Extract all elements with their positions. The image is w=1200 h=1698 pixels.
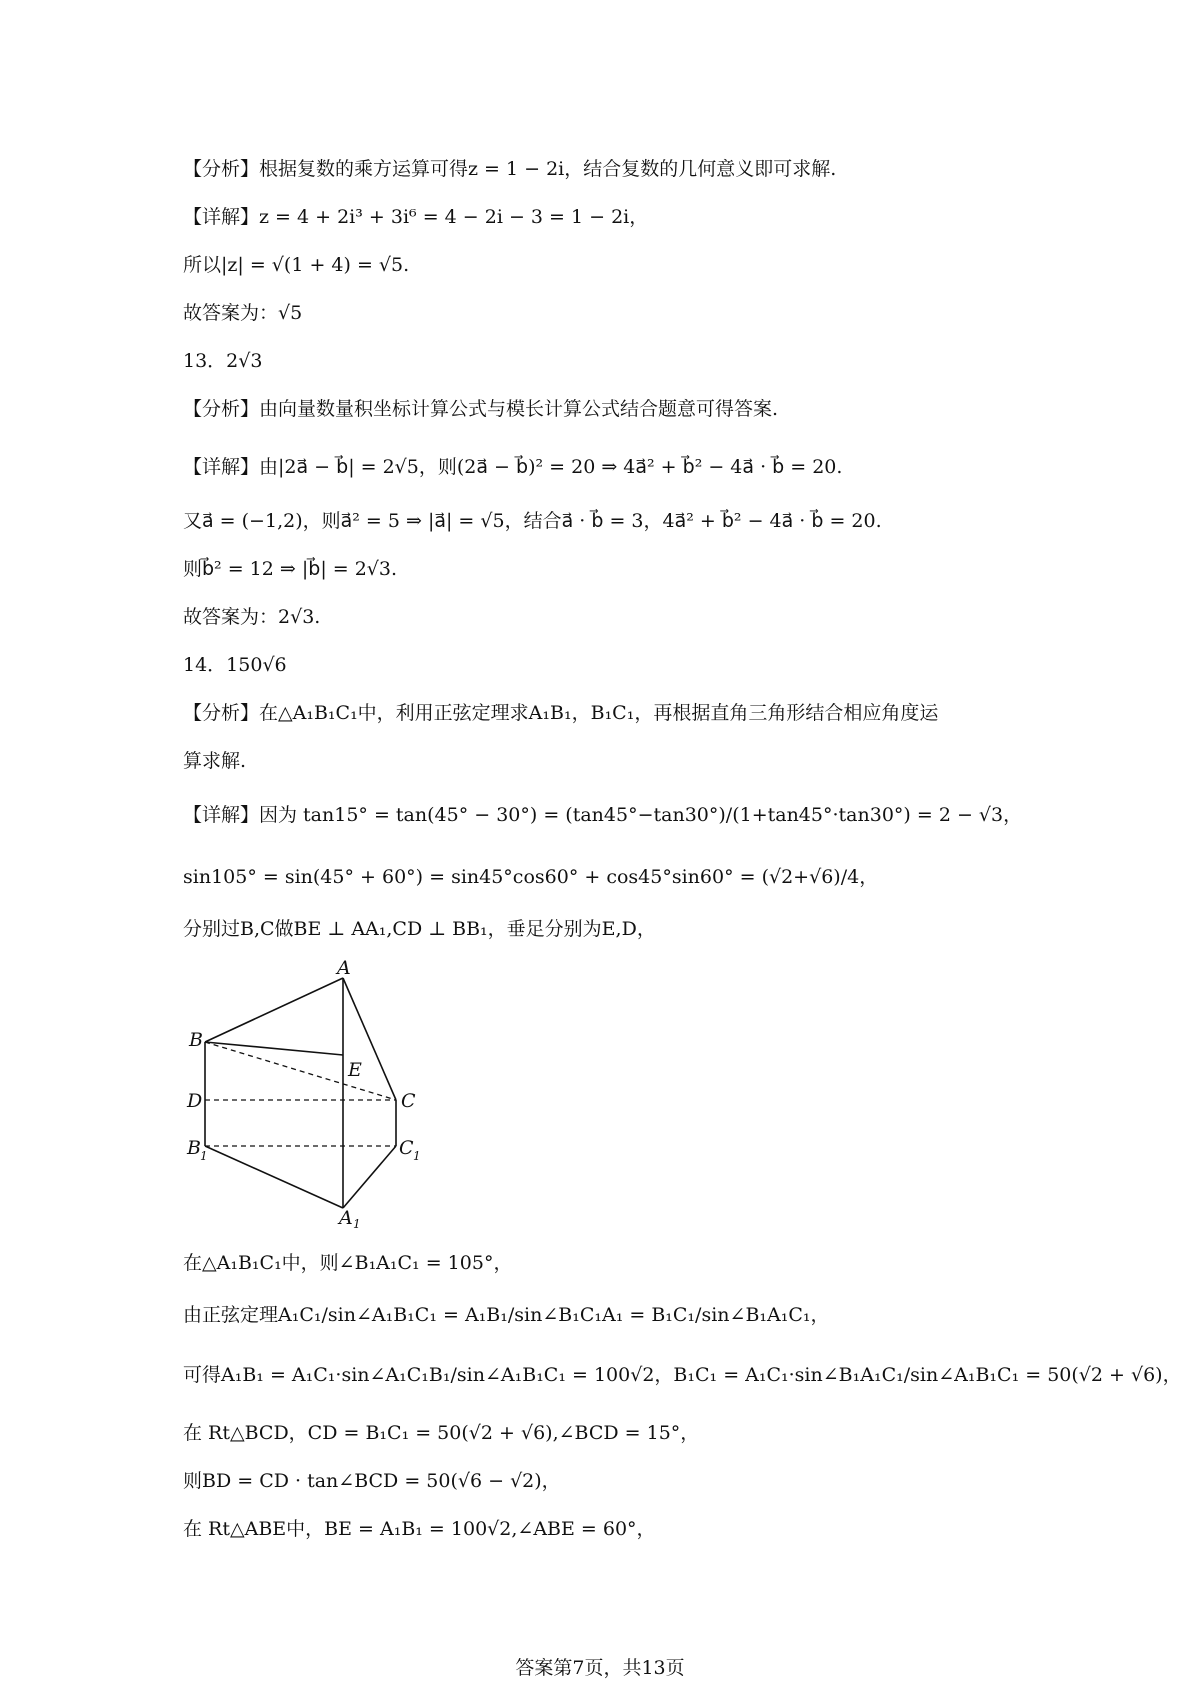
text-line: 在△A₁B₁C₁中，则∠B₁A₁C₁ = 105°， [183, 1252, 513, 1274]
label-A: A [337, 957, 351, 979]
edge-C1A1 [343, 1146, 396, 1208]
label-B1-sub: 1 [200, 1149, 208, 1163]
label-C1-sub: 1 [413, 1149, 421, 1163]
label-A1: A [339, 1207, 353, 1229]
text-line: 在 Rt△ABE中，BE = A₁B₁ = 100√2,∠ABE = 60°， [183, 1518, 656, 1540]
detail-line: 【详解】因为 tan15° = tan(45° − 30°) = (tan45°−tan30°)/(1+tan45°·tan30°) = 2 − √3， [183, 804, 1023, 826]
label-C: C [401, 1090, 416, 1112]
text-line: 又a⃗ = (−1,2)，则a⃗² = 5 ⇒ |a⃗| = √5，结合a⃗ · b⃗ = 3，4a⃗² + b⃗² − 4a⃗ · b⃗ = 20. [183, 510, 882, 532]
analysis-line: 【分析】由向量数量积坐标计算公式与模长计算公式结合题意可得答案. [183, 398, 779, 420]
text-line: 由正弦定理A₁C₁/sin∠A₁B₁C₁ = A₁B₁/sin∠B₁C₁A₁ = B₁C₁/sin∠B₁A₁C₁， [183, 1304, 830, 1326]
label-B1: B [187, 1137, 201, 1159]
text-line: 则BD = CD · tan∠BCD = 50(√6 − √2)， [183, 1470, 561, 1492]
detail-line: 【详解】z = 4 + 2i³ + 3i⁶ = 4 − 2i − 3 = 1 − 2i， [183, 206, 649, 228]
label-B: B [189, 1029, 203, 1051]
edge-AC [343, 978, 396, 1100]
text-line: sin105° = sin(45° + 60°) = sin45°cos60° + cos45°sin60° = (√2+√6)/4， [183, 866, 879, 888]
text-line: 则b⃗² = 12 ⇒ |b⃗| = 2√3. [183, 558, 398, 580]
answer-line: 故答案为：√5 [183, 302, 303, 324]
question-answer-14: 14．150√6 [183, 654, 287, 676]
label-C1: C [399, 1137, 414, 1159]
answer-line: 故答案为：2√3. [183, 606, 321, 628]
analysis-line: 【分析】在△A₁B₁C₁中，利用正弦定理求A₁B₁，B₁C₁，再根据直角三角形结合相应角度运 [183, 702, 939, 724]
text-line: 所以|z| = √(1 + 4) = √5. [183, 254, 410, 276]
edge-BA [205, 978, 343, 1042]
analysis-line: 【分析】根据复数的乘方运算可得z = 1 − 2i，结合复数的几何意义即可求解. [183, 158, 837, 180]
text-line: 算求解. [183, 750, 247, 772]
label-D: D [187, 1090, 203, 1112]
question-answer-13: 13．2√3 [183, 350, 263, 372]
detail-line: 【详解】由|2a⃗ − b⃗| = 2√5，则(2a⃗ − b⃗)² = 20 ⇒ 4a⃗² + b⃗² − 4a⃗ · b⃗ = 20. [183, 456, 843, 478]
text-line: 分别过B,C做BE ⊥ AA₁,CD ⊥ BB₁，垂足分别为E,D， [183, 918, 656, 940]
text-line: 可得A₁B₁ = A₁C₁·sin∠A₁C₁B₁/sin∠A₁B₁C₁ = 100√2，B₁C₁ = A₁C₁·sin∠B₁A₁C₁/sin∠A₁B₁C₁ = 50(√2 + √6)， [183, 1364, 1182, 1386]
text-line: 在 Rt△BCD，CD = B₁C₁ = 50(√2 + √6),∠BCD = 15°， [183, 1422, 700, 1444]
prism-figure [183, 957, 443, 1231]
edge-B1A1 [205, 1146, 343, 1208]
page-footer: 答案第7页，共13页 [515, 1657, 685, 1679]
label-E: E [348, 1059, 362, 1081]
label-A1-sub: 1 [353, 1217, 361, 1231]
